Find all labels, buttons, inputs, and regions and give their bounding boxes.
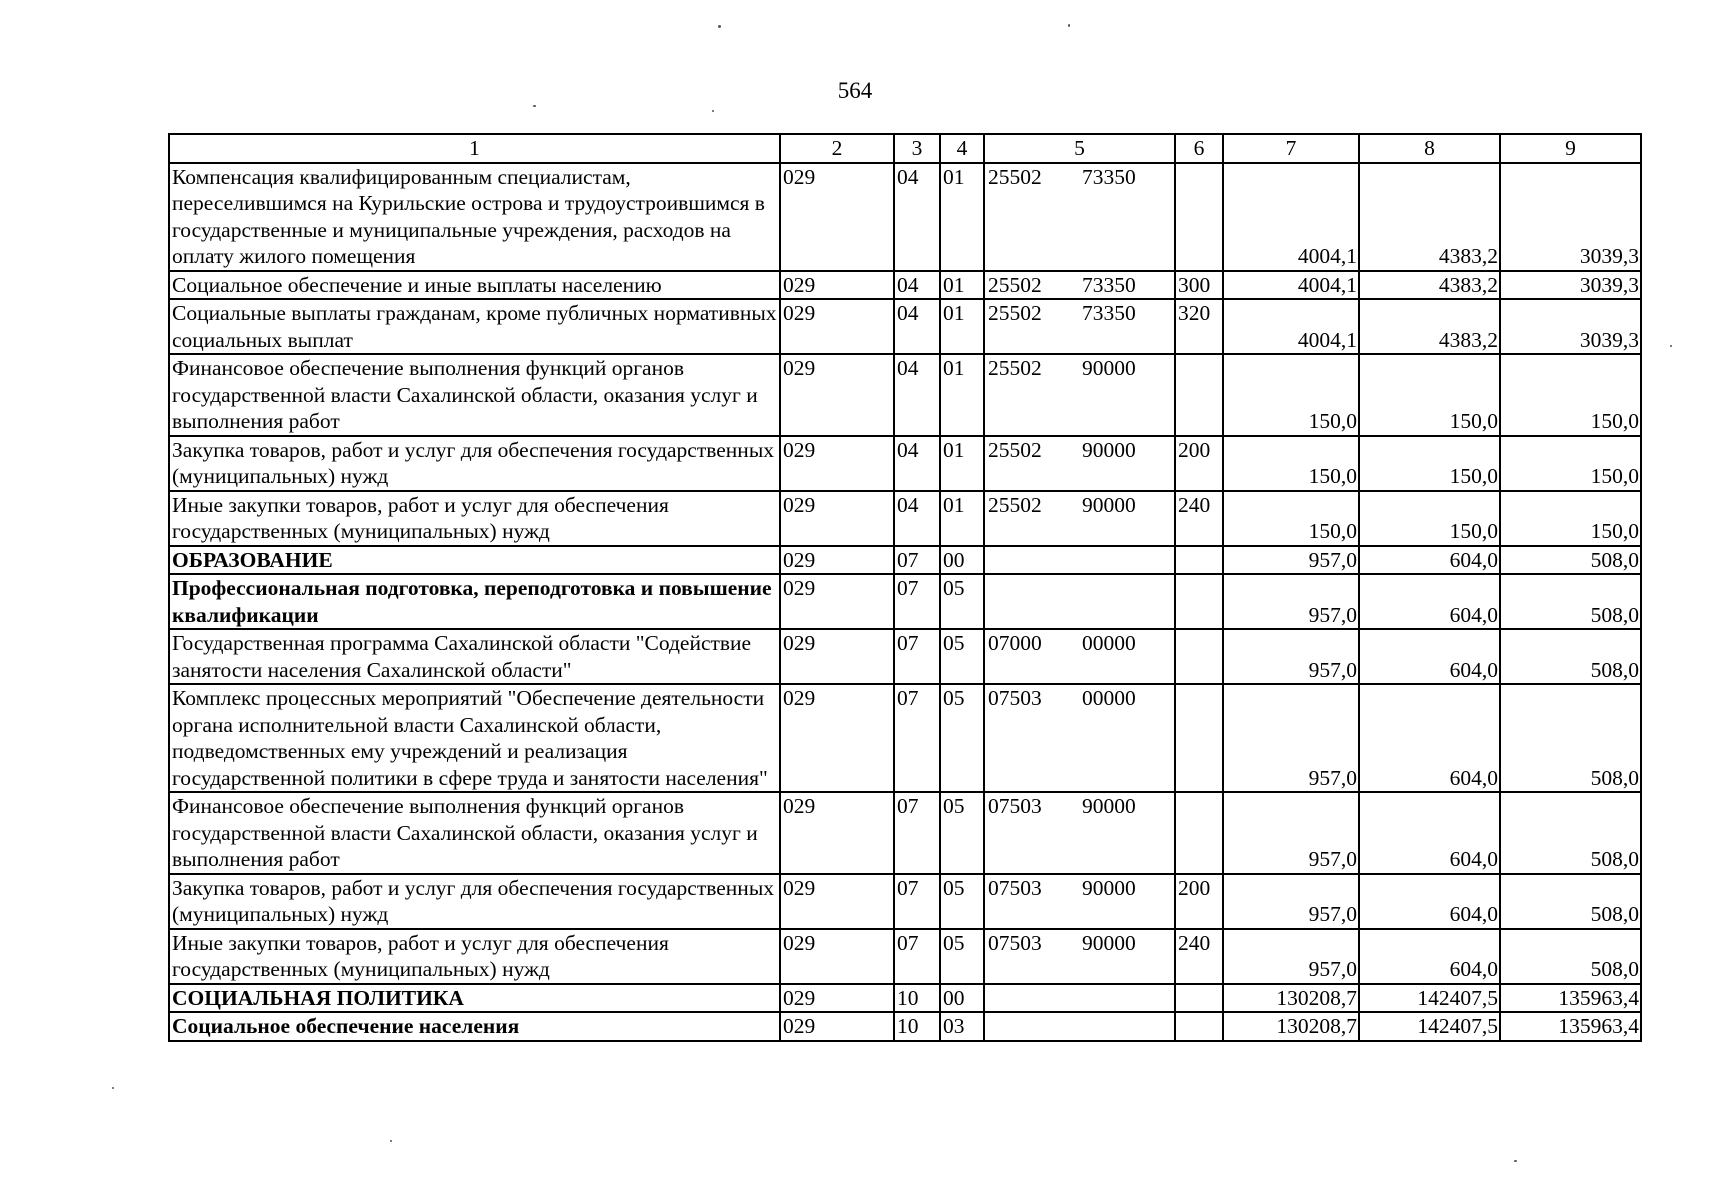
subsection-code-cell: 00	[940, 984, 984, 1013]
amount-col9-cell: 3039,3	[1500, 299, 1641, 354]
target-article-direction-code: 90000	[1082, 492, 1136, 517]
amount-col9-cell: 3039,3	[1500, 163, 1641, 271]
amount-col8-cell: 604,0	[1359, 629, 1500, 684]
amount-col9-cell: 135963,4	[1500, 984, 1641, 1013]
table-row	[169, 929, 1641, 984]
section-code-cell: 04	[894, 354, 940, 436]
header-cell-1: 1	[169, 134, 780, 163]
expense-type-cell: 300	[1175, 271, 1223, 300]
header-cell-6: 6	[1175, 134, 1223, 163]
target-article-cell	[984, 629, 1175, 684]
row-name-cell: Финансовое обеспечение выполнения функций органов государственной власти Сахалинской области, оказания услуг и выполнения работ	[169, 354, 780, 436]
amount-col7-cell: 4004,1	[1223, 271, 1359, 300]
expense-type-cell: 240	[1175, 491, 1223, 546]
row-name-cell: Профессиональная подготовка, переподготовка и повышение квалификации	[169, 574, 780, 629]
section-code-cell: 04	[894, 271, 940, 300]
section-code-cell: 07	[894, 929, 940, 984]
target-article-cell	[984, 163, 1175, 271]
row-name-cell: Социальное обеспечение населения	[169, 1012, 780, 1041]
scan-speck	[1514, 1160, 1517, 1162]
ministry-code-cell: 029	[780, 684, 894, 792]
expense-type-cell	[1175, 574, 1223, 629]
scan-speck	[1068, 24, 1070, 27]
subsection-code-cell: 05	[940, 629, 984, 684]
target-article-program-code: 25502	[988, 164, 1042, 189]
ministry-code-cell: 029	[780, 491, 894, 546]
row-name-cell: Компенсация квалифицированным специалистам, переселившимся на Курильские острова и трудоустроившимся в государственные и муниципальные учреждения, расходов на оплату жилого помещения	[169, 163, 780, 271]
target-article-cell	[984, 874, 1175, 929]
header-cell-8: 8	[1359, 134, 1500, 163]
expense-type-cell	[1175, 984, 1223, 1013]
row-name-cell: Закупка товаров, работ и услуг для обеспечения государственных (муниципальных) нужд	[169, 874, 780, 929]
amount-col8-cell: 142407,5	[1359, 984, 1500, 1013]
row-name-cell: СОЦИАЛЬНАЯ ПОЛИТИКА	[169, 984, 780, 1013]
amount-col7-cell: 957,0	[1223, 792, 1359, 874]
header-cell-2: 2	[780, 134, 894, 163]
target-article-cell	[984, 271, 1175, 300]
table-row	[169, 629, 1641, 684]
amount-col8-cell: 604,0	[1359, 874, 1500, 929]
amount-col9-cell: 508,0	[1500, 684, 1641, 792]
table-body	[169, 134, 1641, 1041]
amount-col8-cell: 4383,2	[1359, 271, 1500, 300]
target-article-program-code: 07503	[988, 686, 1042, 710]
header-cell-4: 4	[940, 134, 984, 163]
target-article-program-code: 07000	[988, 631, 1042, 655]
header-row	[169, 134, 1641, 163]
amount-col9-cell: 508,0	[1500, 546, 1641, 575]
target-article-direction-code: 90000	[1082, 794, 1136, 818]
amount-col7-cell: 957,0	[1223, 684, 1359, 792]
table-row	[169, 491, 1641, 546]
scan-speck	[533, 105, 536, 107]
subsection-code-cell: 05	[940, 684, 984, 792]
expense-type-cell	[1175, 792, 1223, 874]
amount-col7-cell: 4004,1	[1223, 299, 1359, 354]
amount-col7-cell: 957,0	[1223, 929, 1359, 984]
ministry-code-cell: 029	[780, 984, 894, 1013]
subsection-code-cell: 01	[940, 299, 984, 354]
target-article-cell	[984, 684, 1175, 792]
header-cell-5: 5	[984, 134, 1175, 163]
expense-type-cell: 240	[1175, 929, 1223, 984]
target-article-program-code: 25502	[988, 272, 1042, 297]
scan-speck	[718, 25, 721, 28]
section-code-cell: 07	[894, 684, 940, 792]
amount-col9-cell: 150,0	[1500, 491, 1641, 546]
row-name-cell: Финансовое обеспечение выполнения функций органов государственной власти Сахалинской области, оказания услуг и выполнения работ	[169, 792, 780, 874]
amount-col9-cell: 135963,4	[1500, 1012, 1641, 1041]
subsection-code-cell: 01	[940, 436, 984, 491]
amount-col9-cell: 508,0	[1500, 792, 1641, 874]
target-article-program-code: 07503	[988, 930, 1042, 955]
row-name-cell: Социальное обеспечение и иные выплаты населению	[169, 271, 780, 300]
target-article-direction-code: 90000	[1082, 875, 1136, 900]
expense-type-cell: 320	[1175, 299, 1223, 354]
subsection-code-cell: 05	[940, 574, 984, 629]
table-row	[169, 354, 1641, 436]
amount-col9-cell: 508,0	[1500, 629, 1641, 684]
amount-col8-cell: 150,0	[1359, 491, 1500, 546]
target-article-program-code: 07503	[988, 875, 1042, 900]
target-article-cell	[984, 546, 1175, 575]
ministry-code-cell: 029	[780, 436, 894, 491]
ministry-code-cell: 029	[780, 792, 894, 874]
section-code-cell: 04	[894, 163, 940, 271]
header-cell-3: 3	[894, 134, 940, 163]
table-row	[169, 163, 1641, 271]
target-article-cell	[984, 984, 1175, 1013]
expense-type-cell	[1175, 354, 1223, 436]
ministry-code-cell: 029	[780, 629, 894, 684]
section-code-cell: 10	[894, 1012, 940, 1041]
target-article-cell	[984, 299, 1175, 354]
amount-col7-cell: 150,0	[1223, 436, 1359, 491]
amount-col8-cell: 4383,2	[1359, 163, 1500, 271]
target-article-cell	[984, 1012, 1175, 1041]
target-article-cell	[984, 491, 1175, 546]
amount-col7-cell: 150,0	[1223, 354, 1359, 436]
header-cell-7: 7	[1223, 134, 1359, 163]
scan-speck	[112, 1087, 114, 1089]
row-name-cell: Иные закупки товаров, работ и услуг для обеспечения государственных (муниципальных) нужд	[169, 929, 780, 984]
amount-col8-cell: 604,0	[1359, 929, 1500, 984]
target-article-cell	[984, 929, 1175, 984]
section-code-cell: 10	[894, 984, 940, 1013]
section-code-cell: 07	[894, 629, 940, 684]
amount-col7-cell: 4004,1	[1223, 163, 1359, 271]
subsection-code-cell: 00	[940, 546, 984, 575]
target-article-direction-code: 90000	[1082, 930, 1136, 955]
amount-col7-cell: 957,0	[1223, 629, 1359, 684]
section-code-cell: 07	[894, 792, 940, 874]
ministry-code-cell: 029	[780, 299, 894, 354]
row-name-cell: Социальные выплаты гражданам, кроме публичных нормативных социальных выплат	[169, 299, 780, 354]
target-article-program-code: 25502	[988, 437, 1042, 462]
expense-type-cell	[1175, 629, 1223, 684]
subsection-code-cell: 01	[940, 163, 984, 271]
scan-speck	[1670, 345, 1672, 347]
ministry-code-cell: 029	[780, 929, 894, 984]
table-row	[169, 546, 1641, 575]
amount-col7-cell: 957,0	[1223, 874, 1359, 929]
section-code-cell: 07	[894, 874, 940, 929]
amount-col8-cell: 142407,5	[1359, 1012, 1500, 1041]
page-number: 564	[837, 78, 873, 103]
ministry-code-cell: 029	[780, 574, 894, 629]
section-code-cell: 04	[894, 299, 940, 354]
subsection-code-cell: 01	[940, 354, 984, 436]
table-row	[169, 271, 1641, 300]
subsection-code-cell: 05	[940, 874, 984, 929]
target-article-cell	[984, 792, 1175, 874]
amount-col7-cell: 130208,7	[1223, 1012, 1359, 1041]
amount-col9-cell: 508,0	[1500, 574, 1641, 629]
target-article-direction-code: 90000	[1082, 437, 1136, 462]
table-row	[169, 436, 1641, 491]
amount-col8-cell: 604,0	[1359, 684, 1500, 792]
target-article-program-code: 25502	[988, 301, 1042, 325]
target-article-direction-code: 90000	[1082, 356, 1136, 380]
row-name-cell: ОБРАЗОВАНИЕ	[169, 546, 780, 575]
budget-table	[168, 133, 1642, 1042]
target-article-direction-code: 73350	[1082, 164, 1136, 189]
table-row	[169, 574, 1641, 629]
section-code-cell: 04	[894, 436, 940, 491]
ministry-code-cell: 029	[780, 163, 894, 271]
amount-col7-cell: 957,0	[1223, 546, 1359, 575]
ministry-code-cell: 029	[780, 354, 894, 436]
expense-type-cell: 200	[1175, 874, 1223, 929]
amount-col8-cell: 150,0	[1359, 354, 1500, 436]
amount-col7-cell: 150,0	[1223, 491, 1359, 546]
amount-col9-cell: 3039,3	[1500, 271, 1641, 300]
target-article-cell	[984, 354, 1175, 436]
section-code-cell: 04	[894, 491, 940, 546]
subsection-code-cell: 01	[940, 491, 984, 546]
ministry-code-cell: 029	[780, 1012, 894, 1041]
ministry-code-cell: 029	[780, 271, 894, 300]
table-row	[169, 299, 1641, 354]
header-cell-9: 9	[1500, 134, 1641, 163]
amount-col9-cell: 508,0	[1500, 929, 1641, 984]
expense-type-cell	[1175, 163, 1223, 271]
amount-col8-cell: 604,0	[1359, 574, 1500, 629]
amount-col9-cell: 150,0	[1500, 436, 1641, 491]
target-article-direction-code: 00000	[1082, 686, 1136, 710]
ministry-code-cell: 029	[780, 546, 894, 575]
amount-col7-cell: 130208,7	[1223, 984, 1359, 1013]
expense-type-cell	[1175, 684, 1223, 792]
amount-col8-cell: 150,0	[1359, 436, 1500, 491]
subsection-code-cell: 05	[940, 792, 984, 874]
expense-type-cell	[1175, 546, 1223, 575]
expense-type-cell	[1175, 1012, 1223, 1041]
target-article-program-code: 25502	[988, 356, 1042, 380]
target-article-direction-code: 00000	[1082, 631, 1136, 655]
ministry-code-cell: 029	[780, 874, 894, 929]
amount-col8-cell: 604,0	[1359, 546, 1500, 575]
row-name-cell: Закупка товаров, работ и услуг для обеспечения государственных (муниципальных) нужд	[169, 436, 780, 491]
subsection-code-cell: 03	[940, 1012, 984, 1041]
row-name-cell: Государственная программа Сахалинской области "Содействие занятости населения Сахалинской области"	[169, 629, 780, 684]
subsection-code-cell: 05	[940, 929, 984, 984]
amount-col8-cell: 604,0	[1359, 792, 1500, 874]
table-row	[169, 874, 1641, 929]
scan-speck	[390, 1140, 392, 1142]
row-name-cell: Иные закупки товаров, работ и услуг для обеспечения государственных (муниципальных) нужд	[169, 491, 780, 546]
amount-col8-cell: 4383,2	[1359, 299, 1500, 354]
amount-col9-cell: 150,0	[1500, 354, 1641, 436]
target-article-program-code: 07503	[988, 794, 1042, 818]
table-row	[169, 792, 1641, 874]
section-code-cell: 07	[894, 574, 940, 629]
subsection-code-cell: 01	[940, 271, 984, 300]
target-article-direction-code: 73350	[1082, 272, 1136, 297]
target-article-cell	[984, 574, 1175, 629]
table-row	[169, 1012, 1641, 1041]
target-article-cell	[984, 436, 1175, 491]
amount-col9-cell: 508,0	[1500, 874, 1641, 929]
target-article-direction-code: 73350	[1082, 301, 1136, 325]
table-row	[169, 984, 1641, 1013]
expense-type-cell: 200	[1175, 436, 1223, 491]
table-row	[169, 684, 1641, 792]
amount-col7-cell: 957,0	[1223, 574, 1359, 629]
scan-speck	[712, 110, 714, 112]
target-article-program-code: 25502	[988, 492, 1042, 517]
row-name-cell: Комплекс процессных мероприятий "Обеспечение деятельности органа исполнительной власти Сахалинской области, подведомственных ему учреждений и реализация государственной политики в сфере труда и занятости населения"	[169, 684, 780, 792]
section-code-cell: 07	[894, 546, 940, 575]
